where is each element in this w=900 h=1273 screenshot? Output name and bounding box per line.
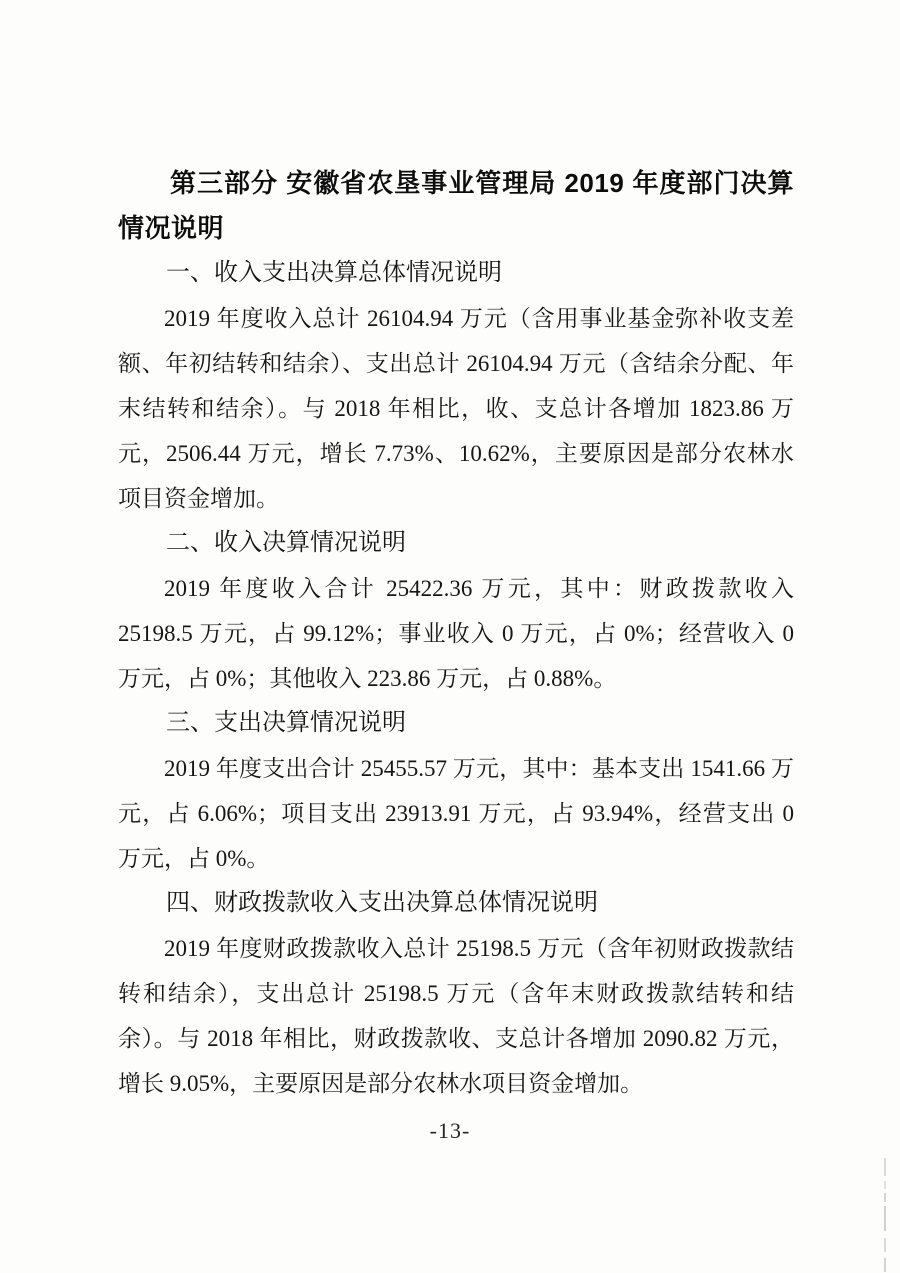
section-paragraph-2: 2019 年度收入合计 25422.36 万元，其中：财政拨款收入 25198.5 万元，占 99.12%；事业收入 0 万元，占 0%；经营收入 0 万元，占 0%；其他收入 223.86 万元，占 0.88%。	[118, 576, 794, 691]
section-expenditure-details	[118, 701, 794, 881]
section-heading-3: 三、支出决算情况说明	[166, 710, 406, 736]
section-paragraph-4: 2019 年度财政拨款收入总计 25198.5 万元（含年初财政拨款结转和结余），支出总计 25198.5 万元（含年末财政拨款结转和结余）。与 2018 年相比，财政拨款收、支总计各增加 2090.82 万元，增长 9.05%，主要原因是部分农林水项目资金增加。	[118, 936, 794, 1096]
document-content	[118, 161, 794, 1106]
page-number: -13-	[429, 1118, 471, 1143]
scan-artifact	[884, 1193, 886, 1202]
scan-artifact	[884, 1258, 886, 1272]
section-heading-2: 二、收入决算情况说明	[166, 530, 406, 556]
section-paragraph-1: 2019 年度收入总计 26104.94 万元（含用事业基金弥补收支差额、年初结转和结余）、支出总计 26104.94 万元（含结余分配、年末结转和结余）。与 2018 年相比，收、支总计各增加 1823.86 万元，2506.44 万元，增长 7.73%、10.62%，主要原因是部分农林水项目资金增加。	[118, 306, 794, 511]
section-fiscal-appropriation-overview	[118, 881, 794, 1106]
section-heading-1: 一、收入支出决算总体情况说明	[166, 260, 502, 286]
scan-artifact	[884, 1238, 886, 1252]
section-income-details	[118, 521, 794, 701]
section-paragraph-3: 2019 年度支出合计 25455.57 万元，其中：基本支出 1541.66 万元，占 6.06%；项目支出 23913.91 万元，占 93.94%，经营支出 0 万元，占 0%。	[118, 756, 794, 871]
section-income-expenditure-overview	[118, 251, 794, 521]
scan-artifact	[884, 1181, 886, 1189]
scan-artifact	[884, 1158, 886, 1176]
section-heading-4: 四、财政拨款收入支出决算总体情况说明	[166, 890, 598, 916]
document-title: 第三部分 安徽省农垦事业管理局 2019 年度部门决算情况说明	[118, 168, 794, 243]
scan-artifact	[884, 1206, 886, 1231]
